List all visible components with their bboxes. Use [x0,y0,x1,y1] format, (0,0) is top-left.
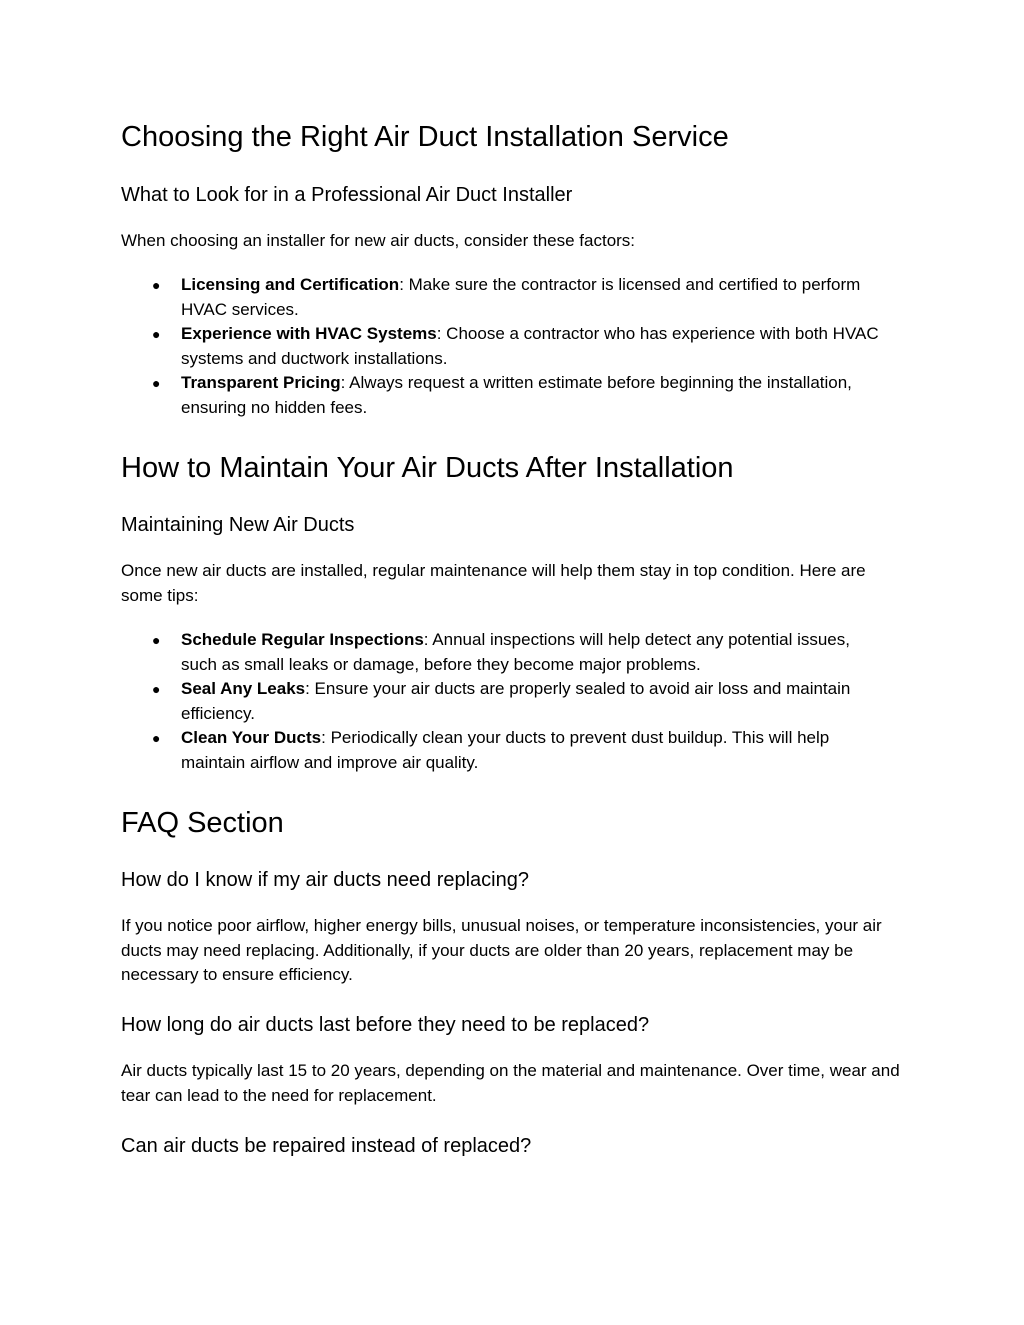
subheading-maintaining-ducts: Maintaining New Air Ducts [121,514,355,536]
faq-question-2: How long do air ducts last before they need to be replaced? [121,1014,650,1036]
list-item-term: Transparent Pricing [181,373,341,392]
list-item-text: : Always request a written estimate before beginning the installation, ensuring no hidden fees. [181,373,852,417]
faq-answer-1: If you notice poor airflow, higher energy bills, unusual noises, or temperature inconsistencies, your air ducts may need replacing. Additionally, if your ducts are older than 20 years, replacement may be necessary to ensure efficiency. [121,916,882,984]
list-item [121,371,881,420]
installer-factors-list [121,273,901,420]
list-item [121,628,881,677]
section-heading-faq: FAQ Section [121,807,284,839]
list-item-text: : Choose a contractor who has experience with both HVAC systems and ductwork installations. [181,324,879,368]
faq-question-3: Can air ducts be repaired instead of replaced? [121,1135,532,1157]
list-item-term: Schedule Regular Inspections [181,630,424,649]
list-item-term: Experience with HVAC Systems [181,324,437,343]
bullet-icon: ● [152,730,161,746]
list-item-term: Seal Any Leaks [181,679,306,698]
section-heading-installation-service: Choosing the Right Air Duct Installation Service [121,121,729,153]
list-item-text: : Make sure the contractor is licensed and certified to perform HVAC services. [181,275,861,319]
list-item-text: : Ensure your air ducts are properly sealed to avoid air loss and maintain efficiency. [181,679,851,723]
bullet-icon: ● [152,326,161,342]
section-heading-maintenance: How to Maintain Your Air Ducts After Installation [121,452,734,484]
list-item [121,677,881,726]
list-item [121,273,881,322]
bullet-icon: ● [152,277,161,293]
faq-answer-2: Air ducts typically last 15 to 20 years, depending on the material and maintenance. Over time, wear and tear can lead to the need for replacement. [121,1061,900,1105]
list-item [121,322,881,371]
maintenance-tips-list [121,628,901,775]
list-item-text: : Periodically clean your ducts to prevent dust buildup. This will help maintain airflow and improve air quality. [181,728,830,772]
intro-paragraph-installer: When choosing an installer for new air ducts, consider these factors: [121,231,636,250]
bullet-icon: ● [152,681,161,697]
list-item-term: Clean Your Ducts [181,728,322,747]
list-item-text: : Annual inspections will help detect any potential issues, such as small leaks or damage, before they become major problems. [181,630,850,674]
subheading-professional-installer: What to Look for in a Professional Air Duct Installer [121,184,573,206]
faq-question-1: How do I know if my air ducts need replacing? [121,869,529,891]
intro-paragraph-maintenance: Once new air ducts are installed, regular maintenance will help them stay in top condition. Here are some tips: [121,561,866,605]
bullet-icon: ● [152,375,161,391]
list-item-term: Licensing and Certification [181,275,400,294]
bullet-icon: ● [152,632,161,648]
list-item [121,726,881,775]
